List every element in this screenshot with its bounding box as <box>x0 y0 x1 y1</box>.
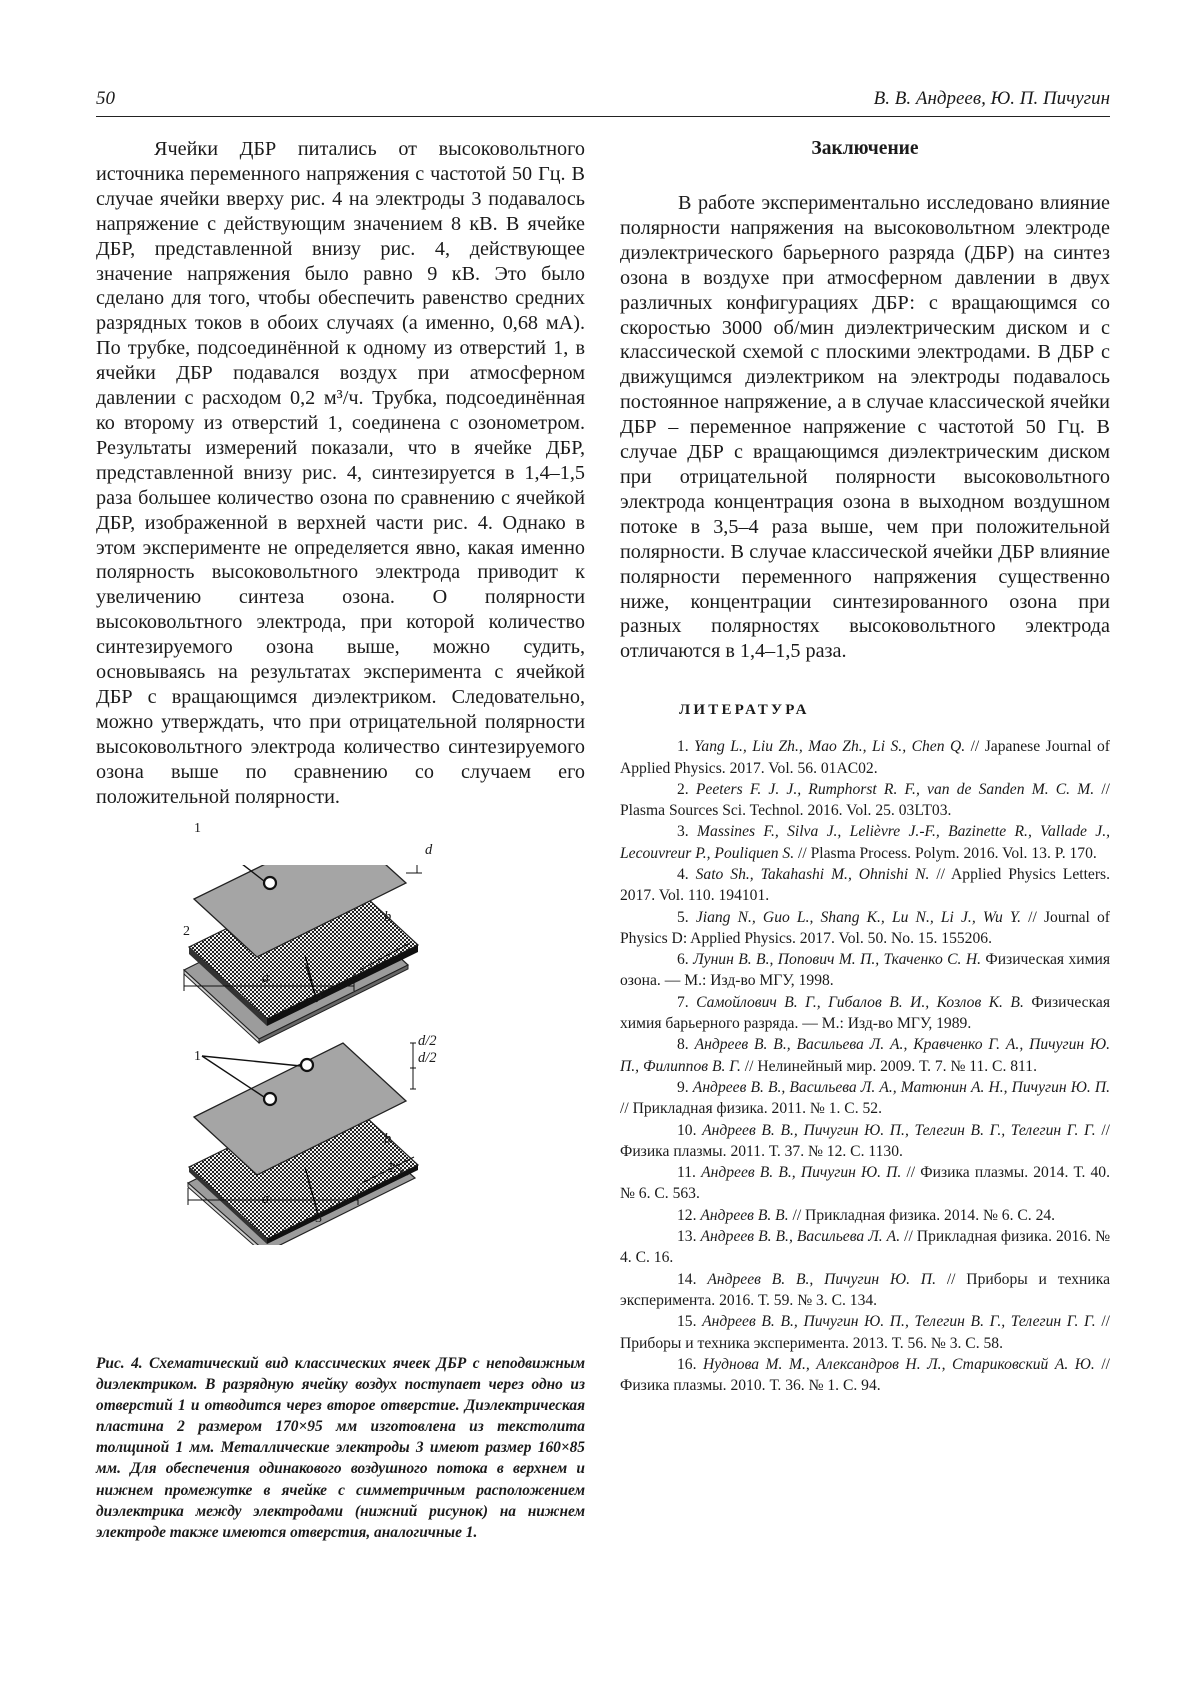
bottom-label-2: 2 <box>389 1161 396 1176</box>
top-label-2: 2 <box>183 924 190 939</box>
reference-number: 9. <box>677 1078 693 1096</box>
reference-item <box>620 1120 1110 1163</box>
reference-source: // Plasma Sources Sci. Technol. 2016. Vol. 25. 03LT03. <box>620 780 1110 820</box>
left-column <box>96 137 585 809</box>
reference-item <box>620 1311 1110 1354</box>
top-hole-lower <box>264 877 276 889</box>
reference-item <box>620 736 1110 779</box>
top-label-1: 1 <box>194 821 201 836</box>
body-paragraph: Ячейки ДБР питались от высоковольтного источника переменного напряжения с частотой 50 Гц. В случае ячейки вверху рис. 4 на электроды 3 подавалось напряжение с действующим значением 8 кВ. В ячейке ДБР, представленной внизу рис. 4, действующее значение напряжения было равно 9 кВ. Это было сделано для того, чтобы обеспечить равенство средних разрядных токов в обоих случаях (а именно, 0,68 мА). По трубке, подсоединённой к одному из отверстий 1, в ячейки ДБР подавался воздух при атмосферном давлении с расходом 0,2 м³/ч. Трубка, подсоединённая ко второму из отверстий 1, соединена с озонометром. Результаты измерений показали, что в ячейке ДБР, представленной внизу рис. 4, синтезируется в 1,4–1,5 раза большее количество озона по сравнению с ячейкой ДБР, изображенной в верхней части рис. 4. Однако в этом эксперименте не определяется явно, какая именно полярность высоковольтного электрода приводит к увеличению синтеза озона. О полярности высоковольтного электрода, при которой количество синтезируемого озона выше, можно судить, основываясь на результатах эксперимента с ячейкой ДБР с вращающимся диэлектриком. Следовательно, можно утверждать, что при отрицательной полярности высоковольтного электрода количество синтезируемого озона выше по сравнению со случаем его положительной полярности. <box>96 138 585 808</box>
reference-item <box>620 1354 1110 1397</box>
reference-authors: Нуднова М. М., Александров Н. Л., Стариковский А. Ю. <box>703 1355 1095 1373</box>
reference-source: // Физика плазмы. 2010. Т. 36. № 1. С. 94. <box>620 1355 1110 1395</box>
reference-number: 10. <box>677 1121 703 1139</box>
reference-number: 1. <box>677 738 695 756</box>
reference-number: 6. <box>677 951 694 969</box>
reference-number: 13. <box>677 1228 701 1246</box>
bottom-label-1: 1 <box>194 1049 201 1064</box>
reference-item <box>620 1205 1110 1226</box>
bottom-label-d-top: d/2 <box>418 1033 437 1049</box>
dbd-cell-diagram <box>96 865 585 1245</box>
reference-item <box>620 779 1110 822</box>
reference-source: // Приборы и техника эксперимента. 2013. Т. 56. № 3. С. 58. <box>620 1313 1110 1352</box>
top-label-b: b <box>384 909 392 925</box>
reference-number: 12. <box>677 1206 701 1224</box>
reference-item <box>620 949 1110 992</box>
reference-item <box>620 992 1110 1035</box>
references-title: ЛИТЕРАТУРА <box>679 702 810 719</box>
bottom-label-a: a <box>262 1191 270 1207</box>
right-column <box>620 137 1110 1396</box>
reference-authors: Yang L., Liu Zh., Mao Zh., Li S., Chen Q. <box>694 738 966 756</box>
reference-item <box>620 821 1110 864</box>
bottom-label-b: b <box>384 1131 392 1147</box>
reference-authors: Андреев В. В. <box>700 1206 789 1224</box>
reference-number: 8. <box>677 1036 695 1054</box>
reference-authors: Андреев В. В., Васильева Л. А., Матюнин А. Н., Пичугин Ю. П. <box>692 1078 1111 1096</box>
top-label-d: d <box>425 842 433 858</box>
bottom-label-3: 3 <box>315 1211 322 1226</box>
reference-authors: Massines F., Silva J., Lelièvre J.-F., Bazinette R., Vallade J., Lecouvreur P., Pouliquen S. <box>620 823 1111 862</box>
bottom-label-d-bottom: d/2 <box>418 1050 437 1066</box>
bottom-hole-upper <box>301 1059 313 1071</box>
reference-number: 15. <box>677 1313 703 1331</box>
reference-authors: Лунин В. В., Попович М. П., Ткаченко С. Н. <box>693 951 981 969</box>
reference-authors: Андреев В. В., Пичугин Ю. П. <box>707 1270 936 1288</box>
reference-item <box>620 1034 1110 1077</box>
reference-number: 5. <box>677 908 696 926</box>
reference-source: Физическая химия озона. — М.: Изд-во МГУ, 1998. <box>620 951 1110 990</box>
reference-item <box>620 1226 1110 1269</box>
reference-item <box>620 907 1110 950</box>
reference-item <box>620 1077 1110 1120</box>
reference-source: Физическая химия барьерного разряда. — М.: Изд-во МГУ, 1989. <box>620 993 1111 1033</box>
reference-source: // Нелинейный мир. 2009. Т. 7. № 11. С. 811. <box>740 1057 1037 1075</box>
conclusion-paragraph: В работе экспериментально исследовано влияние полярности напряжения на высоковольтном электроде диэлектрического барьерного разряда (ДБР) на синтез озона в воздухе при атмосферном давлении в двух различных конфигурациях ДБР: с вращающимся со скоростью 3000 об/мин диэлектрическим диском и с классической схемой с плоскими электродами. В ДБР с движущимся диэлектриком на электроды подавалось постоянное напряжение, а в случае классической ячейки ДБР – переменное напряжение с частотой 50 Гц. В случае ДБР с вращающимся диэлектрическим диском при отрицательной полярности высоковольтного электрода концентрация озона в выходном воздушном потоке в 3,5–4 раза выше, чем при положительной полярности. В случае классической ячейки ДБР влияние полярности переменного напряжения существенно ниже, концентрации синтезированного озона при разных полярностях высоковольтного электрода отличаются в 1,4–1,5 раза. <box>620 192 1110 663</box>
reference-number: 16. <box>677 1355 704 1373</box>
references-list <box>620 736 1110 1396</box>
reference-source: // Приборы и техника эксперимента. 2016. Т. 59. № 3. С. 134. <box>620 1270 1110 1309</box>
reference-number: 4. <box>677 866 696 883</box>
reference-source: // Физика плазмы. 2011. Т. 37. № 12. С. 1130. <box>620 1121 1110 1160</box>
bottom-leader-1b <box>202 1056 264 1097</box>
reference-authors: Peeters F. J. J., Rumphorst R. F., van de Sanden M. C. M. <box>695 780 1095 798</box>
reference-authors: Андреев В. В., Васильева Л. А., Кравченко Г. А., Пичугин Ю. П., Филиппов В. Г. <box>620 1036 1110 1075</box>
reference-item <box>620 864 1110 907</box>
reference-authors: Jiang N., Guo L., Shang K., Lu N., Li J., Wu Y. <box>695 908 1022 926</box>
reference-number: 3. <box>677 823 698 841</box>
reference-source: // Прикладная физика. 2011. № 1. С. 52. <box>620 1100 882 1118</box>
figure-caption: Рис. 4. Схематический вид классических ячеек ДБР с неподвижным диэлектриком. В разрядную ячейку воздух поступает через одно из отверстий 1 и отводится через второе отверстие. Диэлектрическая пластина 2 размером 170×95 мм изготовлена из текстолита толщиной 1 мм. Металлические электроды 3 имеют размер 160×85 мм. Для обеспечения одинакового воздушного потока в верхнем и нижнем промежутке в ячейке с симметричным расположением диэлектрика между электродами (нижний рисунок) на нижнем электроде также имеются отверстия, аналогичные 1. <box>96 1355 585 1541</box>
bottom-leader-1a <box>202 1056 301 1066</box>
reference-source: // Applied Physics Letters. 2017. Vol. 110. 194101. <box>620 866 1110 905</box>
top-cell <box>184 865 422 1043</box>
reference-source: // Прикладная физика. 2014. № 6. С. 24. <box>788 1206 1056 1224</box>
running-authors: В. В. Андреев, Ю. П. Пичугин <box>873 88 1110 109</box>
page-number: 50 <box>96 88 115 109</box>
figure-4 <box>96 821 585 1245</box>
reference-number: 11. <box>677 1164 702 1182</box>
top-label-3: 3 <box>315 988 322 1003</box>
reference-source: // Japanese Journal of Applied Physics. 2017. Vol. 56. 01AC02. <box>620 738 1110 777</box>
bottom-hole-lower <box>264 1093 276 1105</box>
running-header <box>96 86 1110 117</box>
reference-source: // Физика плазмы. 2014. Т. 40. № 6. С. 563. <box>620 1164 1110 1203</box>
conclusion-title: Заключение <box>811 138 919 159</box>
reference-source: // Plasma Process. Polym. 2016. Vol. 13. P. 170. <box>794 844 1097 862</box>
reference-source: // Прикладная физика. 2016. № 4. С. 16. <box>620 1228 1110 1267</box>
reference-number: 7. <box>677 993 697 1011</box>
top-label-a: a <box>262 970 270 986</box>
reference-item <box>620 1269 1110 1312</box>
reference-authors: Андреев В. В., Пичугин Ю. П. <box>701 1164 902 1182</box>
reference-number: 2. <box>677 780 696 798</box>
reference-authors: Андреев В. В., Пичугин Ю. П., Телегин В. Г., Телегин Г. Г. <box>702 1313 1096 1331</box>
reference-authors: Самойлович В. Г., Гибалов В. И., Козлов К. В. <box>696 993 1024 1011</box>
reference-authors: Sato Sh., Takahashi M., Ohnishi N. <box>695 866 930 883</box>
reference-item <box>620 1162 1110 1205</box>
reference-authors: Андреев В. В., Васильева Л. А. <box>700 1228 901 1246</box>
reference-number: 14. <box>677 1270 708 1288</box>
reference-authors: Андреев В. В., Пичугин Ю. П., Телегин В. Г., Телегин Г. Г. <box>702 1121 1096 1139</box>
reference-source: // Journal of Physics D: Applied Physics. 2017. Vol. 50. No. 15. 155206. <box>620 908 1110 947</box>
